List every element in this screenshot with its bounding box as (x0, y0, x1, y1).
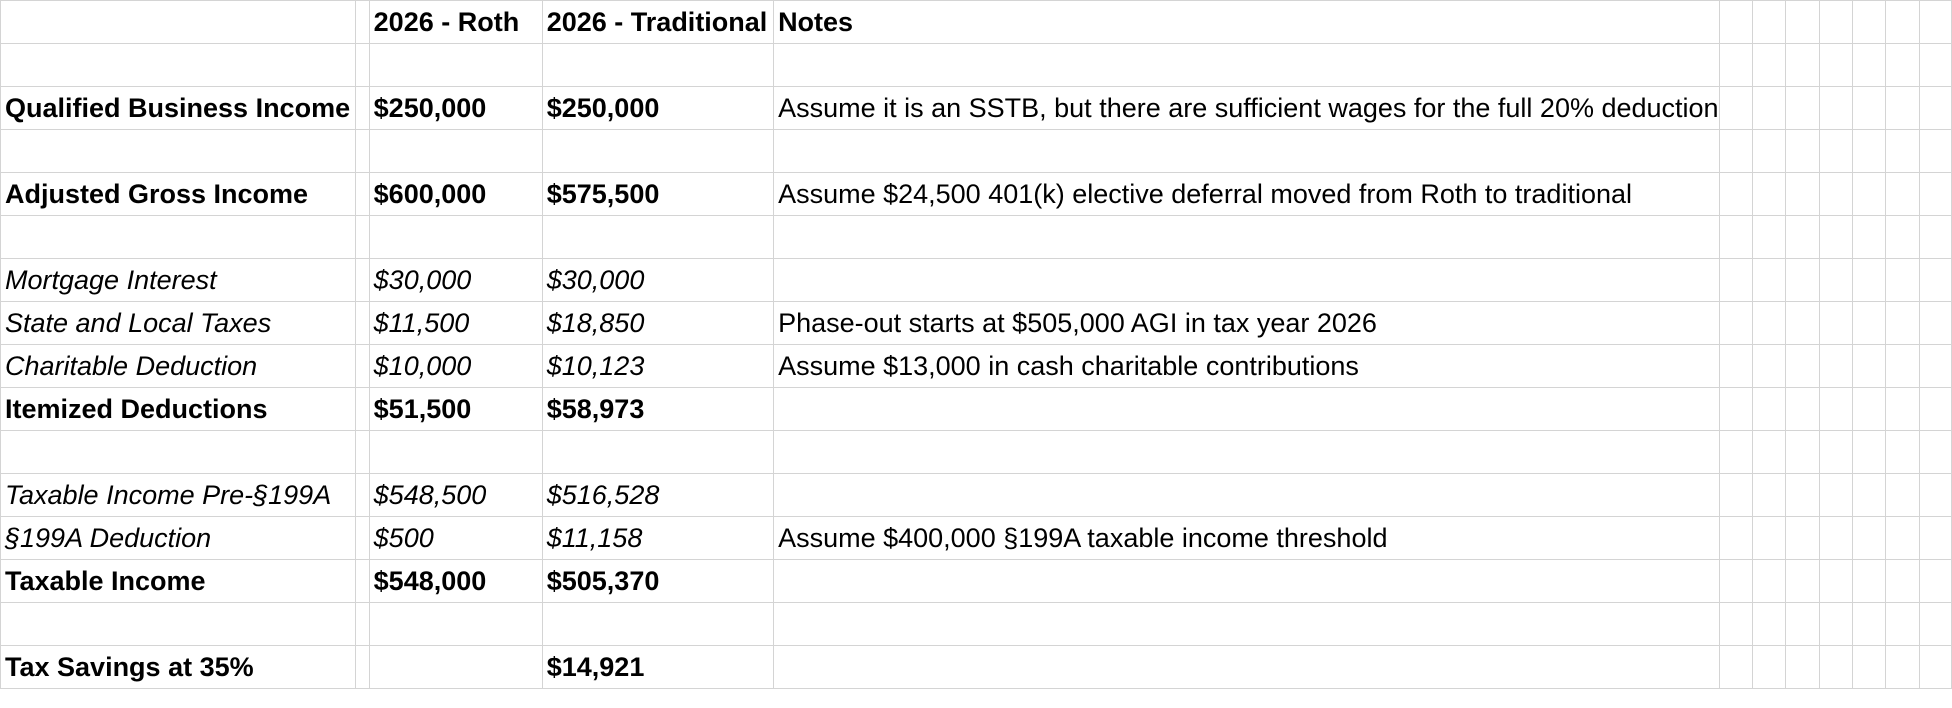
cell[interactable] (542, 431, 773, 474)
cell[interactable] (1886, 517, 1919, 560)
cell[interactable] (1886, 216, 1919, 259)
cell[interactable] (1752, 345, 1785, 388)
blank-row (1, 216, 1952, 259)
cell[interactable] (1719, 388, 1752, 431)
cell[interactable] (355, 1, 369, 44)
cell[interactable] (369, 431, 542, 474)
cell[interactable] (1886, 1, 1919, 44)
cell[interactable] (1919, 87, 1951, 130)
roth-value[interactable]: $250,000 (369, 87, 542, 130)
cell[interactable] (774, 603, 1720, 646)
cell[interactable] (1819, 517, 1852, 560)
cell[interactable] (774, 431, 1720, 474)
row-label[interactable]: §199A Deduction (1, 517, 356, 560)
cell[interactable] (1786, 259, 1820, 302)
row-itemized-deductions (1, 388, 1952, 431)
cell[interactable] (1886, 474, 1919, 517)
cell[interactable] (1853, 173, 1886, 216)
row-label[interactable]: Tax Savings at 35% (1, 646, 356, 689)
cell[interactable] (355, 87, 369, 130)
roth-value[interactable]: $600,000 (369, 173, 542, 216)
roth-value[interactable] (369, 646, 542, 689)
cell[interactable] (1919, 302, 1951, 345)
cell[interactable] (1, 603, 356, 646)
row-state-and-local-taxes (1, 302, 1952, 345)
cell[interactable] (1819, 216, 1852, 259)
cell[interactable] (369, 603, 542, 646)
cell[interactable] (542, 44, 773, 87)
cell[interactable] (1752, 603, 1785, 646)
row-label[interactable]: State and Local Taxes (1, 302, 356, 345)
cell[interactable] (1819, 474, 1852, 517)
cell[interactable] (1719, 302, 1752, 345)
traditional-value[interactable]: $516,528 (542, 474, 773, 517)
cell[interactable] (1853, 216, 1886, 259)
header-traditional[interactable]: 2026 - Traditional (542, 1, 773, 44)
cell[interactable] (542, 216, 773, 259)
row-label[interactable]: Mortgage Interest (1, 259, 356, 302)
cell[interactable] (1886, 388, 1919, 431)
row-qualified-business-income (1, 87, 1952, 130)
cell[interactable] (1719, 517, 1752, 560)
header-roth[interactable]: 2026 - Roth (369, 1, 542, 44)
note-cell[interactable] (774, 560, 1720, 603)
cell[interactable] (1719, 87, 1752, 130)
cell[interactable] (1, 431, 356, 474)
cell[interactable] (1819, 388, 1852, 431)
row-taxable-income (1, 560, 1952, 603)
note-cell[interactable]: Assume $24,500 401(k) elective deferral moved from Roth to traditional (774, 173, 1720, 216)
blank-row (1, 130, 1952, 173)
cell[interactable] (1886, 603, 1919, 646)
cell[interactable] (1786, 87, 1820, 130)
cell[interactable] (1719, 1, 1752, 44)
cell[interactable] (1919, 259, 1951, 302)
cell[interactable] (1886, 345, 1919, 388)
cell[interactable] (1786, 44, 1820, 87)
cell[interactable] (542, 130, 773, 173)
cell[interactable] (1919, 345, 1951, 388)
traditional-value[interactable]: $18,850 (542, 302, 773, 345)
cell[interactable] (1819, 130, 1852, 173)
cell[interactable] (1752, 302, 1785, 345)
row-label[interactable]: Adjusted Gross Income (1, 173, 356, 216)
header-notes[interactable]: Notes (774, 1, 1720, 44)
cell[interactable] (1853, 130, 1886, 173)
cell[interactable] (1752, 388, 1785, 431)
cell[interactable] (1786, 431, 1820, 474)
cell[interactable] (1786, 388, 1820, 431)
cell[interactable] (1886, 431, 1919, 474)
cell[interactable] (1719, 130, 1752, 173)
cell[interactable] (355, 130, 369, 173)
cell[interactable] (1919, 130, 1951, 173)
roth-value[interactable]: $11,500 (369, 302, 542, 345)
cell[interactable] (355, 517, 369, 560)
row-taxable-income-pre-199a (1, 474, 1952, 517)
cell[interactable] (1752, 216, 1785, 259)
row-mortgage-interest (1, 259, 1952, 302)
cell[interactable] (1886, 87, 1919, 130)
row-adjusted-gross-income (1, 173, 1952, 216)
cell[interactable] (1752, 44, 1785, 87)
note-cell[interactable]: Assume $13,000 in cash charitable contributions (774, 345, 1720, 388)
cell[interactable] (1919, 431, 1951, 474)
cell[interactable] (1786, 173, 1820, 216)
cell[interactable] (1886, 302, 1919, 345)
note-cell[interactable] (774, 646, 1720, 689)
cell[interactable] (355, 259, 369, 302)
cell[interactable] (1853, 646, 1886, 689)
cell[interactable] (1919, 646, 1951, 689)
row-199a-deduction (1, 517, 1952, 560)
cell[interactable] (369, 130, 542, 173)
cell[interactable] (1752, 87, 1785, 130)
cell[interactable] (355, 388, 369, 431)
cell[interactable] (1886, 646, 1919, 689)
note-cell[interactable]: Assume $400,000 §199A taxable income threshold (774, 517, 1720, 560)
cell[interactable] (1752, 173, 1785, 216)
cell[interactable] (1819, 1, 1852, 44)
cell[interactable] (774, 216, 1720, 259)
roth-value[interactable]: $500 (369, 517, 542, 560)
cell[interactable] (1919, 216, 1951, 259)
cell[interactable] (1752, 517, 1785, 560)
cell[interactable] (1819, 87, 1852, 130)
cell[interactable] (1786, 216, 1820, 259)
cell[interactable] (1719, 44, 1752, 87)
cell[interactable] (1819, 646, 1852, 689)
cell[interactable] (355, 302, 369, 345)
cell[interactable] (1719, 474, 1752, 517)
roth-value[interactable]: $548,500 (369, 474, 542, 517)
cell[interactable] (1819, 173, 1852, 216)
cell[interactable] (1719, 560, 1752, 603)
cell[interactable] (1819, 302, 1852, 345)
row-label[interactable]: Itemized Deductions (1, 388, 356, 431)
cell[interactable] (1886, 173, 1919, 216)
cell[interactable] (1886, 560, 1919, 603)
cell[interactable] (1819, 259, 1852, 302)
cell[interactable] (1886, 259, 1919, 302)
cell[interactable] (1719, 431, 1752, 474)
cell[interactable] (1719, 646, 1752, 689)
cell[interactable] (1719, 173, 1752, 216)
roth-value[interactable]: $30,000 (369, 259, 542, 302)
cell[interactable] (369, 216, 542, 259)
note-cell[interactable] (774, 388, 1720, 431)
cell[interactable] (1853, 259, 1886, 302)
cell[interactable] (1853, 44, 1886, 87)
row-label[interactable]: Taxable Income (1, 560, 356, 603)
cell[interactable] (1919, 517, 1951, 560)
traditional-value[interactable]: $30,000 (542, 259, 773, 302)
cell[interactable] (355, 560, 369, 603)
cell[interactable] (1786, 1, 1820, 44)
cell[interactable] (1919, 560, 1951, 603)
row-label[interactable]: Taxable Income Pre-§199A (1, 474, 356, 517)
cell[interactable] (1853, 560, 1886, 603)
cell[interactable] (1886, 130, 1919, 173)
cell[interactable] (1819, 431, 1852, 474)
cell[interactable] (1752, 474, 1785, 517)
cell[interactable] (1919, 173, 1951, 216)
cell[interactable] (1919, 603, 1951, 646)
note-cell[interactable]: Assume it is an SSTB, but there are sufficient wages for the full 20% deduction (774, 87, 1720, 130)
cell[interactable] (542, 603, 773, 646)
traditional-value[interactable]: $575,500 (542, 173, 773, 216)
cell[interactable] (1719, 603, 1752, 646)
cell[interactable] (1, 1, 356, 44)
blank-row (1, 431, 1952, 474)
cell[interactable] (1719, 259, 1752, 302)
cell[interactable] (355, 474, 369, 517)
cell[interactable] (1786, 474, 1820, 517)
cell[interactable] (1853, 474, 1886, 517)
cell[interactable] (1919, 44, 1951, 87)
cell[interactable] (1853, 517, 1886, 560)
cell[interactable] (355, 173, 369, 216)
cell[interactable] (1819, 560, 1852, 603)
cell[interactable] (1819, 345, 1852, 388)
blank-row (1, 603, 1952, 646)
cell[interactable] (1886, 44, 1919, 87)
roth-value[interactable]: $51,500 (369, 388, 542, 431)
cell[interactable] (1752, 560, 1785, 603)
cell[interactable] (1786, 130, 1820, 173)
cell[interactable] (1719, 216, 1752, 259)
cell[interactable] (1752, 130, 1785, 173)
cell[interactable] (1853, 87, 1886, 130)
cell[interactable] (1786, 517, 1820, 560)
cell[interactable] (1919, 388, 1951, 431)
traditional-value[interactable]: $14,921 (542, 646, 773, 689)
cell[interactable] (1786, 560, 1820, 603)
cell[interactable] (1752, 1, 1785, 44)
roth-value[interactable]: $10,000 (369, 345, 542, 388)
cell[interactable] (1719, 345, 1752, 388)
cell[interactable] (1752, 646, 1785, 689)
cell[interactable] (1786, 345, 1820, 388)
row-label[interactable]: Charitable Deduction (1, 345, 356, 388)
cell[interactable] (1, 130, 356, 173)
cell[interactable] (1853, 431, 1886, 474)
cell[interactable] (1819, 44, 1852, 87)
traditional-value[interactable]: $58,973 (542, 388, 773, 431)
row-charitable-deduction (1, 345, 1952, 388)
cell[interactable] (1853, 302, 1886, 345)
cell[interactable] (369, 44, 542, 87)
cell[interactable] (1819, 603, 1852, 646)
note-cell[interactable] (774, 259, 1720, 302)
cell[interactable] (1853, 345, 1886, 388)
cell[interactable] (1, 216, 356, 259)
cell[interactable] (1752, 259, 1785, 302)
cell[interactable] (1853, 603, 1886, 646)
traditional-value[interactable]: $505,370 (542, 560, 773, 603)
cell[interactable] (355, 216, 369, 259)
traditional-value[interactable]: $10,123 (542, 345, 773, 388)
cell[interactable] (774, 44, 1720, 87)
cell[interactable] (1853, 388, 1886, 431)
row-label[interactable]: Qualified Business Income (1, 87, 356, 130)
cell[interactable] (1752, 431, 1785, 474)
traditional-value[interactable]: $11,158 (542, 517, 773, 560)
cell[interactable] (1786, 603, 1820, 646)
cell[interactable] (1919, 1, 1951, 44)
cell[interactable] (1786, 646, 1820, 689)
note-cell[interactable] (774, 474, 1720, 517)
cell[interactable] (1, 44, 356, 87)
traditional-value[interactable]: $250,000 (542, 87, 773, 130)
cell[interactable] (355, 345, 369, 388)
cell[interactable] (355, 44, 369, 87)
cell[interactable] (355, 431, 369, 474)
note-cell[interactable]: Phase-out starts at $505,000 AGI in tax year 2026 (774, 302, 1720, 345)
header-row (1, 1, 1952, 44)
row-tax-savings (1, 646, 1952, 689)
cell[interactable] (355, 646, 369, 689)
blank-row (1, 44, 1952, 87)
cell[interactable] (774, 130, 1720, 173)
cell[interactable] (1853, 1, 1886, 44)
cell[interactable] (355, 603, 369, 646)
cell[interactable] (1919, 474, 1951, 517)
roth-value[interactable]: $548,000 (369, 560, 542, 603)
cell[interactable] (1786, 302, 1820, 345)
